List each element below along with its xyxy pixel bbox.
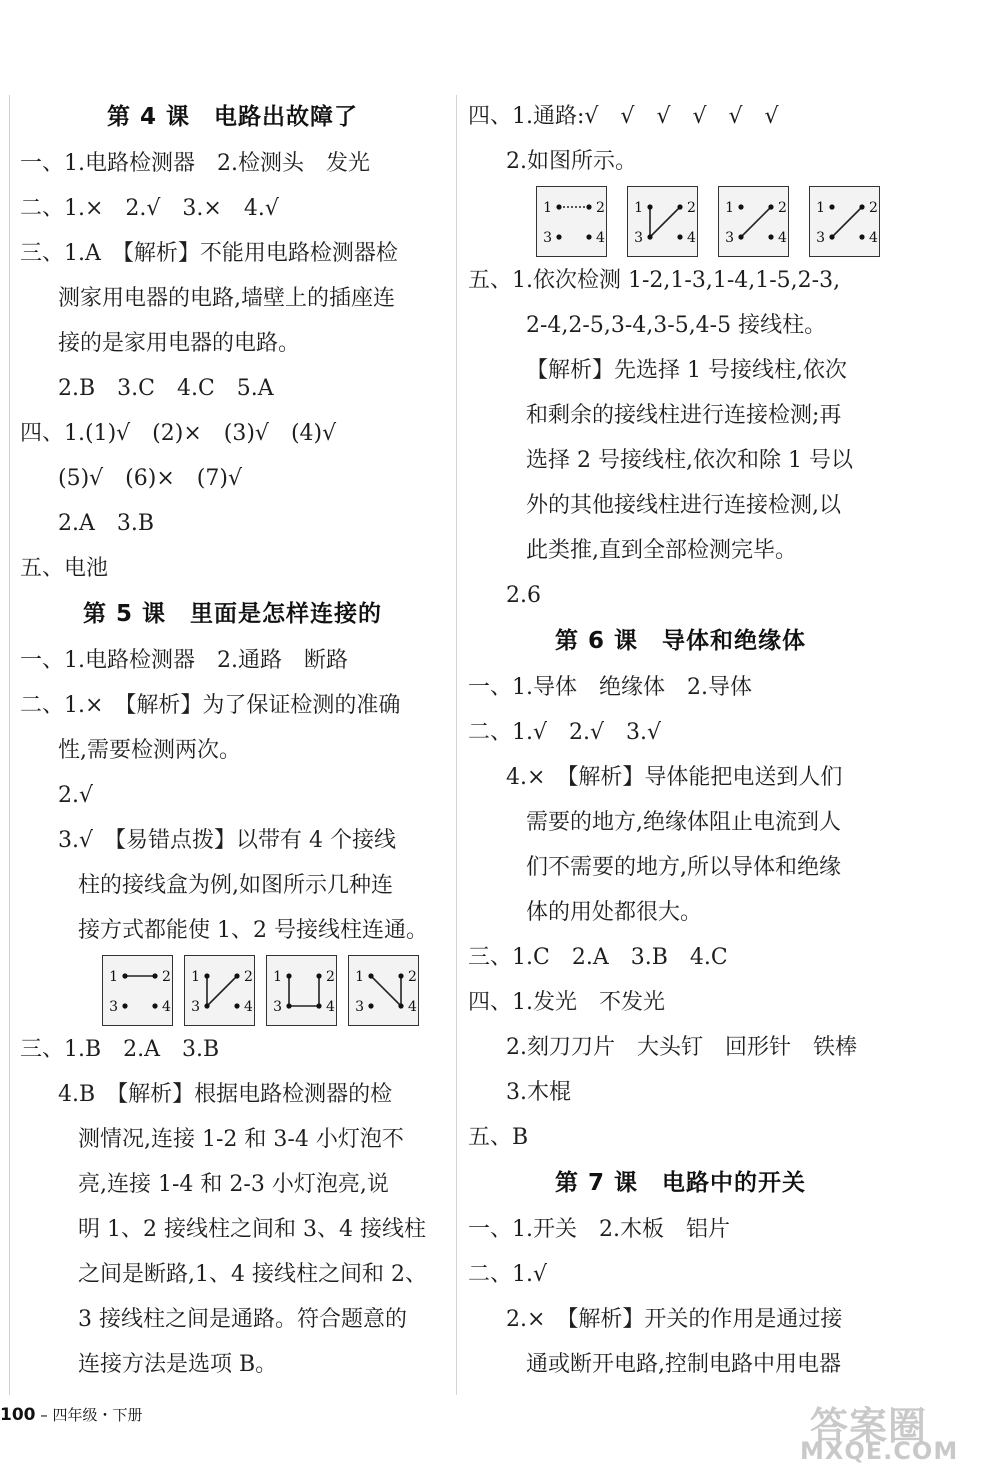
answer-line: 一、1.导体 绝缘体 2.导体 [468, 675, 752, 700]
answer-line: 一、1.开关 2.木板 铝片 [468, 1217, 730, 1242]
page-number: 100 [0, 1405, 36, 1425]
terminal-box-diagram [536, 186, 607, 257]
terminal-label: 1 [634, 200, 643, 216]
answer-line: 此类推,直到全部检测完毕。 [526, 538, 797, 563]
answer-line: 和剩余的接线柱进行连接检测;再 [526, 403, 842, 428]
right-column [468, 94, 893, 1387]
left-column [20, 94, 445, 1387]
answer-line: 外的其他接线柱进行连接检测,以 [526, 493, 841, 518]
column-divider [456, 95, 457, 1395]
terminal-label: 1 [109, 969, 118, 985]
terminal-box-diagram [184, 955, 255, 1026]
terminal-box-diagram [809, 186, 880, 257]
terminal-dot [556, 234, 561, 239]
answer-line: 一、1.电路检测器 2.检测头 发光 [20, 151, 370, 176]
terminal-dot [316, 1003, 321, 1008]
terminal-label: 3 [355, 999, 364, 1015]
answer-line: 五、1.依次检测 1-2,1-3,1-4,1-5,2-3, [468, 268, 841, 293]
watermark-title: 答案圈 [810, 1404, 928, 1448]
answer-line: 3.木棍 [506, 1080, 571, 1105]
terminal-dot [122, 973, 127, 978]
terminal-dot [768, 234, 773, 239]
terminal-dot [556, 204, 561, 209]
terminal-label: 2 [596, 200, 605, 216]
terminal-dot [234, 1003, 239, 1008]
answer-line: 体的用处都很大。 [526, 900, 703, 925]
terminal-dot [829, 234, 834, 239]
terminal-label: 3 [816, 230, 825, 246]
answer-line: 选择 2 号接线柱,依次和除 1 号以 [526, 448, 853, 473]
answer-line: 接方式都能使 1、2 号接线柱连通。 [78, 918, 428, 943]
answer-line: 测情况,连接 1-2 和 3-4 小灯泡不 [78, 1127, 404, 1152]
terminal-dot [738, 204, 743, 209]
terminal-dot [398, 973, 403, 978]
lesson-heading: 第 7 课 电路中的开关 [554, 1170, 807, 1196]
answer-line: 五、电池 [20, 556, 109, 581]
terminal-dot [122, 1003, 127, 1008]
answer-line: 3.√ 【易错点拨】以带有 4 个接线 [58, 828, 396, 853]
lesson-heading: 第 6 课 导体和绝缘体 [554, 628, 807, 654]
terminal-label: 4 [778, 230, 787, 246]
wire-connection [650, 207, 680, 237]
answer-line: 2-4,2-5,3-4,3-5,4-5 接线柱。 [526, 313, 827, 338]
answer-line: 们不需要的地方,所以导体和绝缘 [526, 855, 841, 880]
answer-line: (5)√ (6)× (7)√ [58, 466, 242, 491]
answer-line: 三、1.A 【解析】不能用电路检测器检 [20, 241, 398, 266]
terminal-label: 4 [869, 230, 878, 246]
answer-line: 五、B [468, 1125, 529, 1150]
terminal-dot [586, 204, 591, 209]
terminal-dot [316, 973, 321, 978]
answer-line: 2.6 [506, 583, 541, 608]
terminal-label: 4 [162, 999, 171, 1015]
answer-line: 二、1.× 【解析】为了保证检测的准确 [20, 693, 401, 718]
terminal-label: 3 [273, 999, 282, 1015]
answer-line: 2.刻刀刀片 大头钉 回形针 铁棒 [506, 1035, 857, 1060]
answer-line: 三、1.B 2.A 3.B [20, 1037, 220, 1062]
terminal-label: 1 [273, 969, 282, 985]
terminal-dot [204, 1003, 209, 1008]
answer-line: 明 1、2 接线柱之间和 3、4 接线柱 [78, 1217, 426, 1242]
answer-line: 接的是家用电器的电路。 [58, 331, 301, 356]
terminal-label: 1 [355, 969, 364, 985]
answer-line: 柱的接线盒为例,如图所示几种连 [78, 873, 393, 898]
answer-line: 2.A 3.B [58, 511, 155, 536]
answer-line: 2.√ [58, 783, 94, 808]
terminal-label: 4 [244, 999, 253, 1015]
answer-line: 需要的地方,绝缘体阻止电流到人 [526, 810, 841, 835]
answer-line: 四、1.发光 不发光 [468, 990, 665, 1015]
answer-line: 3 接线柱之间是通路。符合题意的 [78, 1307, 407, 1332]
wire-connection [207, 976, 237, 1006]
grade-label: 四年级・下册 [52, 1406, 143, 1424]
terminal-dot [738, 234, 743, 239]
answer-line: 二、1.√ [468, 1262, 548, 1287]
terminal-dot [204, 973, 209, 978]
answer-line: 之间是断路,1、4 接线柱之间和 2、 [78, 1262, 427, 1287]
answer-line: 连接方法是选项 B。 [78, 1352, 278, 1377]
terminal-label: 2 [326, 969, 335, 985]
terminal-dot [768, 204, 773, 209]
terminal-label: 1 [543, 200, 552, 216]
answer-line: 4.× 【解析】导体能把电送到人们 [506, 765, 843, 790]
answer-line: 2.× 【解析】开关的作用是通过接 [506, 1307, 843, 1332]
terminal-box-diagram [348, 955, 419, 1026]
terminal-dot [152, 1003, 157, 1008]
left-margin-rule [9, 95, 10, 1395]
answer-line: 性,需要检测两次。 [58, 738, 241, 763]
terminal-dot [859, 234, 864, 239]
terminal-dot [398, 1003, 403, 1008]
terminal-label: 4 [408, 999, 417, 1015]
terminal-label: 3 [543, 230, 552, 246]
terminal-dot [677, 234, 682, 239]
terminal-box-diagram [718, 186, 789, 257]
terminal-diagram-row [468, 184, 893, 258]
terminal-dot [586, 234, 591, 239]
lesson-heading: 第 4 课 电路出故障了 [106, 104, 359, 130]
terminal-dot [647, 234, 652, 239]
watermark-url: MXQE.COM [800, 1437, 959, 1465]
answer-line: 二、1.√ 2.√ 3.√ [468, 720, 662, 745]
answer-line: 亮,连接 1-4 和 2-3 小灯泡亮,说 [78, 1172, 389, 1197]
terminal-label: 1 [725, 200, 734, 216]
watermark [800, 1395, 960, 1465]
terminal-label: 3 [634, 230, 643, 246]
terminal-dot [286, 973, 291, 978]
answer-line: 三、1.C 2.A 3.B 4.C [468, 945, 728, 970]
terminal-box-diagram [627, 186, 698, 257]
terminal-dot [234, 973, 239, 978]
wire-connection [741, 207, 771, 237]
answer-line: 测家用电器的电路,墙壁上的插座连 [58, 286, 395, 311]
terminal-diagram-row [20, 953, 445, 1027]
terminal-dot [152, 973, 157, 978]
terminal-dot [368, 1003, 373, 1008]
answer-line: 一、1.电路检测器 2.通路 断路 [20, 648, 348, 673]
lesson-heading: 第 5 课 里面是怎样连接的 [82, 601, 383, 627]
answer-line: 【解析】先选择 1 号接线柱,依次 [526, 358, 847, 383]
terminal-dot [829, 204, 834, 209]
answer-line: 二、1.× 2.√ 3.× 4.√ [20, 196, 279, 221]
terminal-label: 4 [687, 230, 696, 246]
terminal-label: 1 [191, 969, 200, 985]
page-footer [0, 1400, 143, 1430]
terminal-box-diagram [266, 955, 337, 1026]
wire-connection [832, 207, 862, 237]
terminal-label: 2 [162, 969, 171, 985]
footer-separator: – [35, 1406, 53, 1424]
terminal-label: 4 [326, 999, 335, 1015]
wire-connection [371, 976, 401, 1006]
terminal-label: 2 [869, 200, 878, 216]
answer-line: 2.B 3.C 4.C 5.A [58, 376, 274, 401]
terminal-label: 4 [596, 230, 605, 246]
terminal-label: 3 [109, 999, 118, 1015]
terminal-dot [859, 204, 864, 209]
answer-line: 通或断开电路,控制电路中用电器 [526, 1352, 841, 1377]
terminal-dot [647, 204, 652, 209]
terminal-dot [286, 1003, 291, 1008]
answer-line: 四、1.(1)√ (2)× (3)√ (4)√ [20, 421, 337, 446]
terminal-label: 2 [778, 200, 787, 216]
terminal-label: 2 [408, 969, 417, 985]
terminal-box-diagram [102, 955, 173, 1026]
terminal-dot [677, 204, 682, 209]
terminal-label: 2 [687, 200, 696, 216]
terminal-dot [368, 973, 373, 978]
answer-line: 4.B 【解析】根据电路检测器的检 [58, 1082, 393, 1107]
terminal-label: 3 [191, 999, 200, 1015]
terminal-label: 2 [244, 969, 253, 985]
answer-line: 2.如图所示。 [506, 149, 637, 174]
terminal-label: 1 [816, 200, 825, 216]
answer-line: 四、1.通路:√ √ √ √ √ √ [468, 104, 779, 129]
terminal-label: 3 [725, 230, 734, 246]
